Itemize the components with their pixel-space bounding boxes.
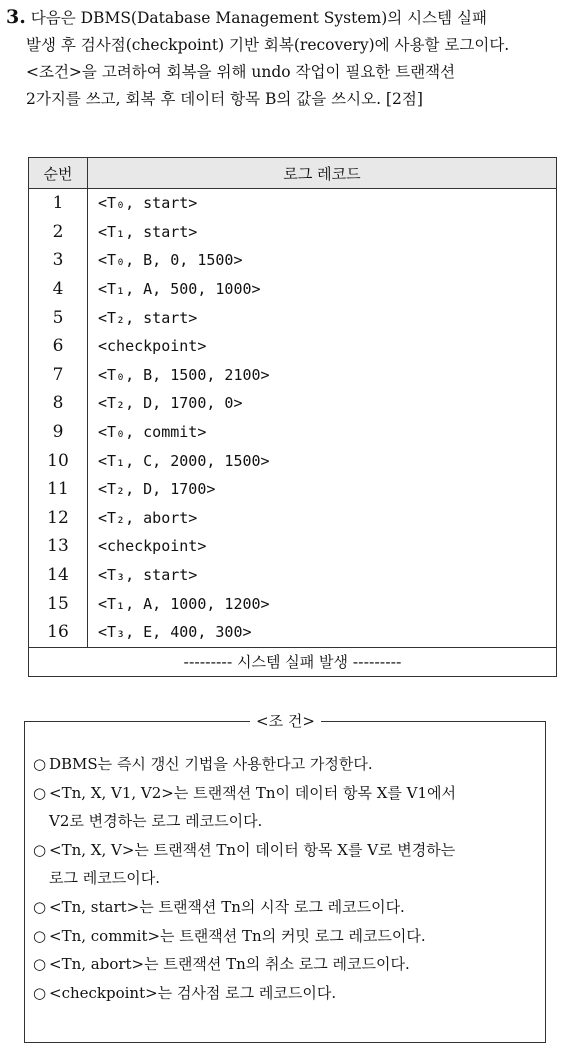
bullet-icon: ○ [33, 955, 47, 974]
row-record: <T₁, start> [98, 222, 198, 241]
condition-line: 로그 레코드이다. [49, 869, 160, 888]
condition-line: <Tn, abort>는 트랜잭션 Tn의 취소 로그 레코드이다. [49, 955, 410, 974]
conditions-title: <조 건> [250, 710, 321, 732]
row-record: <T₀, commit> [98, 423, 207, 442]
row-record: <T₁, C, 2000, 1500> [98, 451, 270, 470]
row-seq: 12 [29, 504, 88, 533]
table-row [29, 504, 557, 533]
table-row [29, 389, 557, 418]
failure-row [29, 647, 557, 676]
row-record: <T₀, B, 0, 1500> [98, 251, 243, 270]
condition-item [33, 950, 543, 979]
row-record: <checkpoint> [98, 537, 207, 556]
table-row [29, 561, 557, 590]
header-record: 로그 레코드 [88, 158, 557, 189]
table-row [29, 218, 557, 247]
bullet-icon: ○ [33, 926, 47, 945]
bullet-icon: ○ [33, 983, 47, 1002]
question [6, 4, 558, 113]
row-seq: 10 [29, 446, 88, 475]
table-row [29, 618, 557, 647]
row-seq: 9 [29, 418, 88, 447]
question-line-3: <조건>을 고려하여 회복을 위해 undo 작업이 필요한 트랜잭션 [26, 63, 456, 81]
table-row [29, 361, 557, 390]
row-seq: 14 [29, 561, 88, 590]
table-row [29, 475, 557, 504]
condition-line: <Tn, commit>는 트랜잭션 Tn의 커밋 로그 레코드이다. [49, 926, 426, 945]
condition-item [33, 922, 543, 951]
row-seq: 2 [29, 218, 88, 247]
condition-item [33, 750, 543, 779]
row-seq: 8 [29, 389, 88, 418]
table-row [29, 189, 557, 218]
table-row [29, 303, 557, 332]
row-seq: 16 [29, 618, 88, 647]
row-record: <T₂, start> [98, 308, 198, 327]
condition-item [33, 836, 543, 893]
condition-line: <checkpoint>는 검사점 로그 레코드이다. [49, 983, 337, 1002]
bullet-icon: ○ [33, 840, 47, 859]
row-seq: 5 [29, 303, 88, 332]
log-table-header [29, 158, 557, 189]
row-record: <checkpoint> [98, 337, 207, 356]
condition-line: DBMS는 즉시 갱신 기법을 사용한다고 가정한다. [49, 755, 373, 773]
question-line-1 [6, 4, 558, 32]
row-seq: 7 [29, 361, 88, 390]
row-record: <T₂, D, 1700> [98, 480, 216, 499]
conditions-list [33, 750, 543, 1007]
failure-text: --------- 시스템 실패 발생 --------- [29, 647, 557, 676]
row-record: <T₁, A, 500, 1000> [98, 280, 261, 299]
table-row [29, 246, 557, 275]
table-row [29, 418, 557, 447]
bullet-icon: ○ [33, 755, 47, 773]
question-line-4: 2가지를 쓰고, 회복 후 데이터 항목 B의 값을 쓰시오. [2점] [26, 90, 423, 108]
conditions-box [24, 712, 546, 1043]
row-seq: 6 [29, 332, 88, 361]
bullet-icon: ○ [33, 897, 47, 916]
row-record: <T₃, start> [98, 566, 198, 585]
log-table [28, 157, 557, 677]
question-number: 3. [6, 6, 26, 28]
question-text-1: 다음은 DBMS(Database Management System)의 시스템 실패 [30, 9, 487, 27]
row-record: <T₃, E, 400, 300> [98, 623, 252, 642]
row-record: <T₀, B, 1500, 2100> [98, 365, 270, 384]
row-seq: 1 [29, 189, 88, 218]
row-seq: 13 [29, 532, 88, 561]
condition-line: <Tn, start>는 트랜잭션 Tn의 시작 로그 레코드이다. [49, 897, 405, 916]
row-seq: 4 [29, 275, 88, 304]
table-row [29, 275, 557, 304]
row-seq: 11 [29, 475, 88, 504]
bullet-icon: ○ [33, 783, 47, 802]
table-row [29, 589, 557, 618]
row-record: <T₂, D, 1700, 0> [98, 394, 243, 413]
table-row [29, 446, 557, 475]
condition-line: V2로 변경하는 로그 레코드이다. [49, 812, 263, 831]
row-record: <T₁, A, 1000, 1200> [98, 594, 270, 613]
row-record: <T₀, start> [98, 194, 198, 213]
condition-line: <Tn, X, V1, V2>는 트랜잭션 Tn이 데이터 항목 X를 V1에서 [49, 783, 457, 802]
row-seq: 15 [29, 589, 88, 618]
condition-item [33, 893, 543, 922]
header-seq: 순번 [29, 158, 88, 189]
table-row [29, 532, 557, 561]
condition-item [33, 979, 543, 1008]
row-record: <T₂, abort> [98, 508, 198, 527]
question-line-2: 발생 후 검사점(checkpoint) 기반 회복(recovery)에 사용할 로그이다. [26, 36, 510, 54]
condition-item [33, 779, 543, 836]
condition-line: <Tn, X, V>는 트랜잭션 Tn이 데이터 항목 X를 V로 변경하는 [49, 840, 456, 859]
table-row [29, 332, 557, 361]
log-table-body [29, 189, 557, 677]
row-seq: 3 [29, 246, 88, 275]
